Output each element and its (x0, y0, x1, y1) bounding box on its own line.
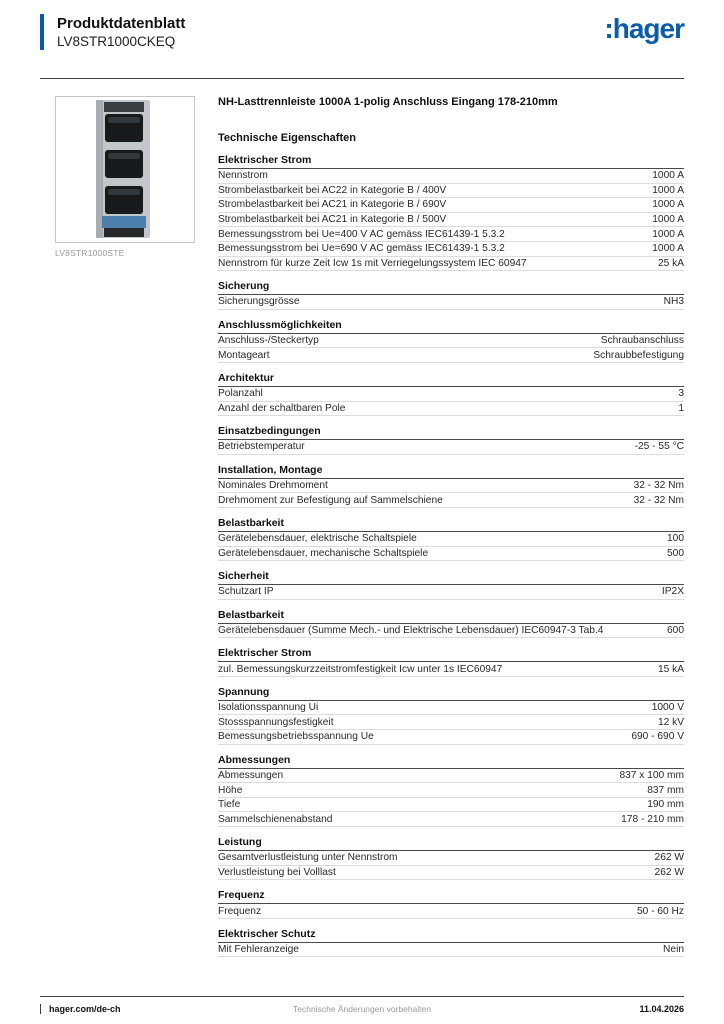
spec-value: 1000 A (652, 228, 684, 240)
spec-value: 1000 A (652, 170, 684, 182)
spec-row (218, 943, 684, 958)
spec-value: 100 (667, 533, 684, 545)
spec-label: Sicherungsgrösse (218, 296, 300, 308)
spec-row (218, 402, 684, 417)
section-heading: Elektrischer Strom (218, 646, 684, 662)
product-image-caption: LV8STR1000STE (55, 248, 125, 258)
spec-row (218, 440, 684, 455)
spec-label: Bemessungsstrom bei Ue=400 V AC gemäss IEC61439-1 5.3.2 (218, 228, 505, 240)
doc-type-title: Produktdatenblatt (57, 15, 186, 32)
spec-label: Anzahl der schaltbaren Pole (218, 402, 346, 414)
spec-value: -25 - 55 °C (634, 441, 684, 453)
spec-label: Strombelastbarkeit bei AC21 in Kategorie B / 690V (218, 199, 447, 211)
fuse-switch-disconnector-illustration (56, 98, 194, 241)
spec-value: NH3 (663, 296, 684, 308)
spec-value: 1000 A (652, 214, 684, 226)
spec-value: 25 kA (657, 257, 684, 269)
spec-label: Nennstrom für kurze Zeit Icw 1s mit Verriegelungssystem IEC 60947 (218, 257, 527, 269)
spec-label: Strombelastbarkeit bei AC22 in Kategorie B / 400V (218, 184, 447, 196)
spec-row (218, 198, 684, 213)
spec-row (218, 866, 684, 881)
spec-value: 837 mm (647, 784, 684, 796)
spec-value: 262 W (654, 852, 684, 864)
spec-section (218, 318, 684, 363)
spec-row (218, 348, 684, 363)
spec-section (218, 516, 684, 561)
spec-label: Tiefe (218, 799, 241, 811)
spec-row (218, 812, 684, 827)
spec-value: IP2X (661, 586, 684, 598)
spec-value: 1000 A (652, 243, 684, 255)
spec-row (218, 715, 684, 730)
spec-label: Sammelschienenabstand (218, 813, 333, 825)
section-heading: Architektur (218, 371, 684, 387)
spec-value: 178 - 210 mm (621, 813, 684, 825)
spec-value: 1000 V (651, 702, 684, 714)
spec-label: Abmessungen (218, 769, 284, 781)
spec-label: Gerätelebensdauer, elektrische Schaltspiele (218, 533, 417, 545)
spec-label: Schutzart IP (218, 586, 274, 598)
spec-row (218, 798, 684, 813)
product-title: NH-Lasttrennleiste 1000A 1-polig Anschluss Eingang 178-210mm (218, 96, 558, 108)
spec-label: Frequenz (218, 905, 262, 917)
header-rule (40, 78, 684, 79)
header-text (57, 14, 185, 50)
content (40, 96, 684, 957)
spec-value: 190 mm (647, 799, 684, 811)
spec-label: zul. Bemessungskurzzeitstromfestigkeit Icw unter 1s IEC60947 (218, 663, 503, 675)
spec-value: 1000 A (652, 199, 684, 211)
spec-value: 500 (667, 547, 684, 559)
section-heading: Einsatzbedingungen (218, 424, 684, 440)
spec-row (218, 585, 684, 600)
spec-column (218, 96, 684, 957)
spec-value: 32 - 32 Nm (633, 480, 684, 492)
spec-section (218, 153, 684, 271)
spec-row (218, 242, 684, 257)
product-image-column (40, 96, 218, 957)
spec-value: 690 - 690 V (631, 731, 684, 743)
hager-logo: :hager (604, 13, 684, 44)
section-heading: Abmessungen (218, 753, 684, 769)
footer-note: Technische Änderungen vorbehalten (293, 1004, 431, 1014)
spec-row (218, 783, 684, 798)
spec-value: 32 - 32 Nm (633, 494, 684, 506)
spec-label: Höhe (218, 784, 243, 796)
spec-label: Gesamtverlustleistung unter Nennstrom (218, 852, 398, 864)
spec-section (218, 569, 684, 600)
spec-value: 1 (678, 402, 684, 414)
section-heading: Leistung (218, 835, 684, 851)
spec-section (218, 753, 684, 827)
section-heading: Elektrischer Strom (218, 153, 684, 169)
section-heading: Spannung (218, 685, 684, 701)
spec-label: Strombelastbarkeit bei AC21 in Kategorie B / 500V (218, 214, 447, 226)
spec-label: Anschluss-/Steckertyp (218, 335, 319, 347)
section-heading: Anschlussmöglichkeiten (218, 318, 684, 334)
footer-divider (40, 1004, 41, 1014)
spec-row (218, 532, 684, 547)
spec-value: 15 kA (657, 663, 684, 675)
spec-value: Schraubbefestigung (593, 349, 684, 361)
spec-section (218, 835, 684, 880)
spec-label: Bemessungsstrom bei Ue=690 V AC gemäss IEC61439-1 5.3.2 (218, 243, 505, 255)
spec-row (218, 169, 684, 184)
tech-properties-heading: Technische Eigenschaften (218, 132, 356, 144)
spec-row (218, 904, 684, 919)
spec-row (218, 493, 684, 508)
spec-row (218, 701, 684, 716)
spec-row (218, 227, 684, 242)
spec-value: Schraubanschluss (600, 335, 684, 347)
spec-label: Montageart (218, 349, 270, 361)
header-title-block (40, 14, 185, 50)
spec-section (218, 424, 684, 455)
spec-section (218, 371, 684, 416)
footer (40, 996, 684, 1014)
spec-value: 262 W (654, 866, 684, 878)
spec-section (218, 279, 684, 310)
product-code: LV8STR1000CKEQ (57, 34, 176, 49)
spec-row (218, 662, 684, 677)
spec-section (218, 685, 684, 745)
footer-inner (40, 1004, 684, 1014)
footer-date: 11.04.2026 (639, 1004, 684, 1014)
product-image (55, 96, 195, 243)
spec-section (218, 463, 684, 508)
section-heading: Belastbarkeit (218, 516, 684, 532)
spec-value: 50 - 60 Hz (637, 905, 684, 917)
spec-row (218, 769, 684, 784)
spec-row (218, 295, 684, 310)
spec-value: 1000 A (652, 184, 684, 196)
spec-value: Nein (663, 944, 684, 956)
section-heading: Frequenz (218, 888, 684, 904)
spec-sections (218, 153, 684, 957)
footer-link[interactable]: hager.com/de-ch (49, 1004, 121, 1014)
header (40, 0, 684, 50)
spec-label: Nominales Drehmoment (218, 480, 328, 492)
spec-row (218, 334, 684, 349)
spec-label: Verlustleistung bei Volllast (218, 866, 336, 878)
spec-row (218, 257, 684, 272)
section-heading: Belastbarkeit (218, 608, 684, 624)
spec-label: Isolationsspannung Ui (218, 702, 319, 714)
spec-label: Bemessungsbetriebsspannung Ue (218, 731, 374, 743)
spec-label: Betriebstemperatur (218, 441, 305, 453)
spec-row (218, 479, 684, 494)
spec-value: 837 x 100 mm (619, 769, 684, 781)
spec-label: Drehmoment zur Befestigung auf Sammelschiene (218, 494, 443, 506)
spec-section (218, 927, 684, 958)
spec-label: Mit Fehleranzeige (218, 944, 299, 956)
spec-label: Gerätelebensdauer (Summe Mech.- und Elektrische Lebensdauer) IEC60947-3 Tab.4 (218, 624, 604, 636)
spec-section (218, 608, 684, 639)
section-heading: Sicherheit (218, 569, 684, 585)
spec-row (218, 730, 684, 745)
section-heading: Installation, Montage (218, 463, 684, 479)
spec-row (218, 624, 684, 639)
section-heading: Sicherung (218, 279, 684, 295)
spec-label: Nennstrom (218, 170, 268, 182)
spec-row (218, 213, 684, 228)
footer-left (40, 1004, 121, 1014)
spec-value: 12 kV (657, 716, 684, 728)
spec-section (218, 646, 684, 677)
spec-row (218, 184, 684, 199)
spec-label: Gerätelebensdauer, mechanische Schaltspiele (218, 547, 429, 559)
spec-row (218, 547, 684, 562)
spec-value: 3 (678, 388, 684, 400)
spec-row (218, 851, 684, 866)
spec-section (218, 888, 684, 919)
accent-bar (40, 14, 44, 50)
spec-row (218, 387, 684, 402)
spec-value: 600 (667, 624, 684, 636)
section-heading: Elektrischer Schutz (218, 927, 684, 943)
spec-label: Stossspannungsfestigkeit (218, 716, 334, 728)
spec-label: Polanzahl (218, 388, 263, 400)
